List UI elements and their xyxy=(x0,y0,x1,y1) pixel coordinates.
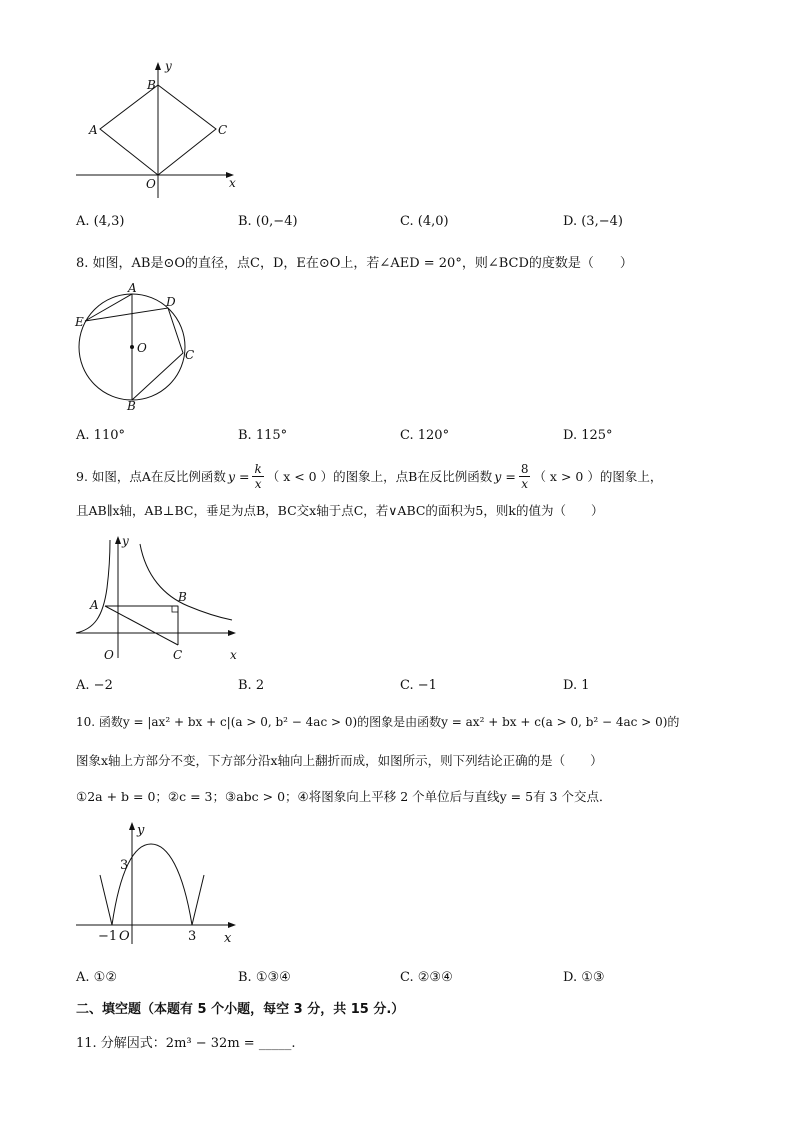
label-o: O xyxy=(104,648,114,662)
q8-figure xyxy=(70,280,210,415)
q7-option-b[interactable] xyxy=(238,214,298,229)
q9-frac2-expr: y = xyxy=(494,468,516,484)
q9-stem-line1 xyxy=(76,458,662,494)
q9-option-a[interactable] xyxy=(76,678,113,693)
option-text: (4,0) xyxy=(417,214,449,229)
option-letter: D. xyxy=(563,678,578,693)
label-b: B xyxy=(147,78,156,92)
section-heading: 二、填空题（本题有 5 个小题，每空 3 分，共 15 分.） xyxy=(76,1002,405,1017)
option-letter: D. xyxy=(563,970,578,985)
segment-ac xyxy=(105,606,178,645)
frac2-numerator: 8 xyxy=(520,461,529,476)
label-b: B xyxy=(178,590,187,604)
q9-stem-line2: 且AB∥x轴，AB⊥BC，垂足为点B，BC交x轴于点C，若∨ABC的面积为5，则k的值为（ ） xyxy=(76,503,604,518)
q10-option-b[interactable] xyxy=(238,970,291,985)
label-three-x: 3 xyxy=(188,929,197,944)
option-text: (3,−4) xyxy=(581,214,623,229)
label-x: x xyxy=(229,176,236,190)
option-text: ①③ xyxy=(581,970,605,985)
q7-option-a[interactable] xyxy=(76,214,125,229)
option-text: (0,−4) xyxy=(255,214,298,229)
q10-stem-line2: 图象x轴上方部分不变，下方部分沿x轴向上翻折而成，如图所示，则下列结论正确的是（ ） xyxy=(76,753,603,768)
option-text: ①② xyxy=(93,970,117,985)
right-branch xyxy=(192,875,204,925)
label-o: O xyxy=(137,341,147,355)
option-text: 115° xyxy=(255,428,288,443)
option-letter: C. xyxy=(400,678,414,693)
label-a: A xyxy=(128,281,137,295)
right-angle-mark xyxy=(172,606,178,612)
q10-option-d[interactable] xyxy=(563,970,605,985)
option-text: ②③④ xyxy=(417,970,453,985)
option-letter: D. xyxy=(563,428,578,443)
option-letter: B. xyxy=(238,970,252,985)
label-c: C xyxy=(218,123,228,137)
label-x: x xyxy=(230,648,237,662)
q7-figure xyxy=(70,58,250,198)
option-text: 1 xyxy=(581,678,590,693)
q8-option-d[interactable] xyxy=(563,428,613,443)
q7-option-c[interactable] xyxy=(400,214,449,229)
curve-left-branch xyxy=(76,540,110,633)
option-text: ①③④ xyxy=(255,970,291,985)
q9-figure xyxy=(72,532,242,666)
option-letter: A. xyxy=(76,678,90,693)
label-a: A xyxy=(89,123,98,137)
center-dot xyxy=(130,345,134,349)
q11-stem-line xyxy=(76,1032,295,1051)
frac1-denominator: x xyxy=(254,476,262,491)
option-letter: B. xyxy=(238,428,252,443)
label-c: C xyxy=(173,648,183,662)
label-x: x xyxy=(224,931,232,946)
label-o: O xyxy=(146,177,156,191)
q9-stem-start: 9. 如图，点A在反比例函数 xyxy=(76,469,226,484)
option-letter: A. xyxy=(76,970,90,985)
q10-stem-line3: ①2a + b = 0；②c = 3；③abc > 0；④将图象向上平移 2 个单位后与直线y = 5有 3 个交点． xyxy=(76,789,612,804)
q9-frac2 xyxy=(519,462,531,491)
option-text: −1 xyxy=(417,678,437,693)
label-three-y: 3 xyxy=(120,858,129,873)
q8-option-b[interactable] xyxy=(238,428,287,443)
option-letter: C. xyxy=(400,428,414,443)
curve-right-branch xyxy=(140,544,232,620)
option-letter: A. xyxy=(76,214,90,229)
option-letter: C. xyxy=(400,214,414,229)
x-axis-arrow xyxy=(228,630,236,636)
q9-option-b[interactable] xyxy=(238,678,264,693)
option-text: −2 xyxy=(93,678,113,693)
option-letter: C. xyxy=(400,970,414,985)
x-axis-arrow xyxy=(228,922,236,928)
y-axis-arrow xyxy=(155,62,161,70)
q9-cond1: （ x < 0 ）的图象上，点B在反比例函数 xyxy=(266,469,493,484)
y-axis-arrow xyxy=(129,822,135,830)
q9-frac1-expr: y = xyxy=(227,468,250,484)
option-text: 110° xyxy=(93,428,125,443)
q9-frac1 xyxy=(252,462,263,491)
q9-cond2: （ x > 0 ）的图象上， xyxy=(533,469,663,484)
label-y: y xyxy=(122,534,129,548)
option-text: 125° xyxy=(581,428,613,443)
label-neg1: −1 xyxy=(98,929,118,944)
q8-option-c[interactable] xyxy=(400,428,449,443)
label-b: B xyxy=(127,399,136,413)
left-branch xyxy=(100,875,112,925)
label-y: y xyxy=(137,823,145,838)
q8-option-a[interactable] xyxy=(76,428,125,443)
frac2-denominator: x xyxy=(521,476,529,491)
label-c: C xyxy=(185,348,195,362)
q9-option-d[interactable] xyxy=(563,678,590,693)
option-letter: D. xyxy=(563,214,578,229)
frac1-numerator: k xyxy=(254,461,262,476)
option-letter: B. xyxy=(238,214,252,229)
label-a: A xyxy=(90,598,99,612)
q10-figure xyxy=(72,818,242,946)
q11-end: . xyxy=(291,1036,296,1051)
q11-answer-blank[interactable]: _____ xyxy=(258,1036,292,1051)
label-o: O xyxy=(119,929,130,944)
label-y: y xyxy=(165,59,172,73)
option-letter: A. xyxy=(76,428,90,443)
q8-stem: 8. 如图，AB是⊙O的直径，点C，D，E在⊙O上，若∠AED = 20°，则∠BCD的度数是（ ） xyxy=(76,256,633,271)
option-text: 120° xyxy=(417,428,450,443)
q11-stem: 11. 分解因式：2m³ − 32m = xyxy=(76,1036,259,1051)
q10-stem-line1: 10. 函数y = |ax² + bx + c|(a > 0, b² − 4ac > 0)的图象是由函数y = ax² + bx + c(a > 0, b² − 4ac > 0)的 xyxy=(76,715,680,729)
q10-option-c[interactable] xyxy=(400,970,453,985)
option-text: 2 xyxy=(255,678,265,693)
option-letter: B. xyxy=(238,678,252,693)
y-axis-arrow xyxy=(115,536,121,544)
label-e: E xyxy=(75,315,84,329)
q9-option-c[interactable] xyxy=(400,678,437,693)
label-d: D xyxy=(166,295,176,309)
flipped-arch xyxy=(112,844,192,925)
option-text: (4,3) xyxy=(93,214,125,229)
q7-option-d[interactable] xyxy=(563,214,623,229)
q10-option-a[interactable] xyxy=(76,970,117,985)
